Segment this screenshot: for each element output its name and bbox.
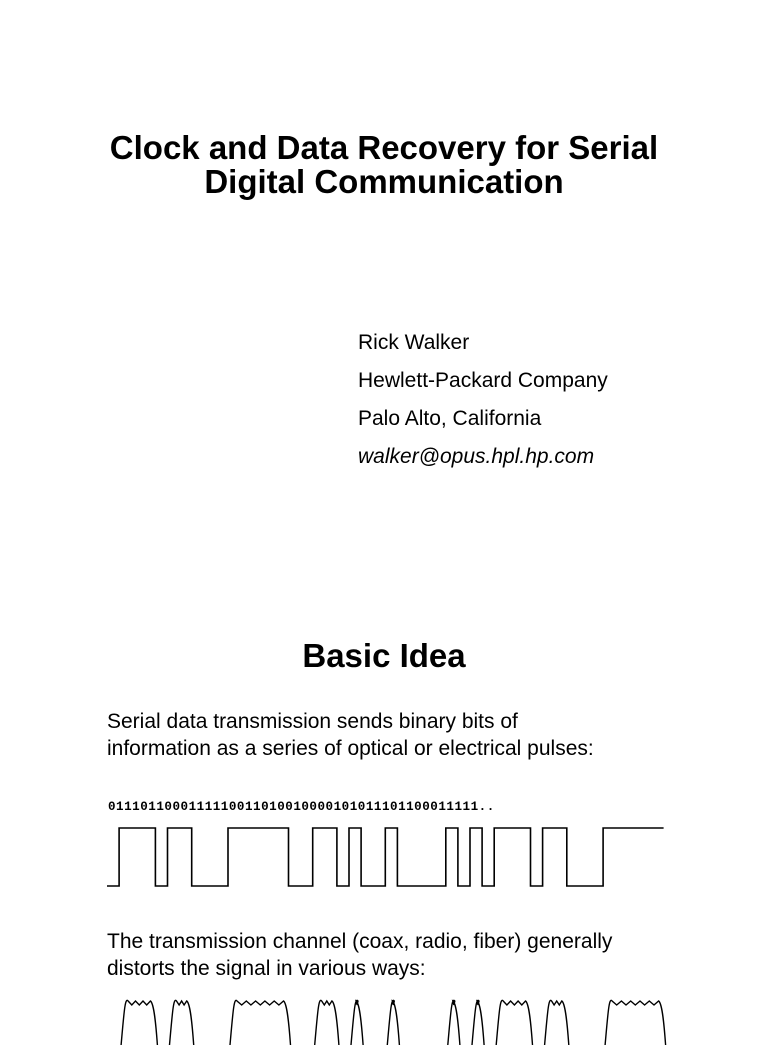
distorted-pulse-waveform <box>0 985 768 1045</box>
author-company: Hewlett-Packard Company <box>358 369 608 392</box>
intro-line-1: Serial data transmission sends binary bits of <box>107 710 518 733</box>
section-title: Basic Idea <box>302 637 466 674</box>
author-name: Rick Walker <box>358 331 470 354</box>
bitstream-label: 0111011000111110011010010000101011101100011111.. <box>108 800 495 814</box>
intro-line-2: information as a series of optical or electrical pulses: <box>107 737 594 760</box>
distortion-line-2: distorts the signal in various ways: <box>107 957 426 980</box>
ideal-pulse-waveform <box>0 820 768 900</box>
distortion-paragraph <box>107 928 612 982</box>
ideal-waveform-path <box>107 828 664 886</box>
distortion-line-1: The transmission channel (coax, radio, fiber) generally <box>107 930 613 953</box>
author-email: walker@opus.hpl.hp.com <box>358 445 595 468</box>
intro-paragraph <box>107 708 594 762</box>
distorted-waveform-path <box>121 1000 666 1045</box>
title-line-1: Clock and Data Recovery for Serial <box>109 129 659 166</box>
title-line-2: Digital Communication <box>204 163 564 200</box>
author-block <box>358 324 608 476</box>
document-title <box>0 131 768 199</box>
author-location: Palo Alto, California <box>358 407 542 430</box>
